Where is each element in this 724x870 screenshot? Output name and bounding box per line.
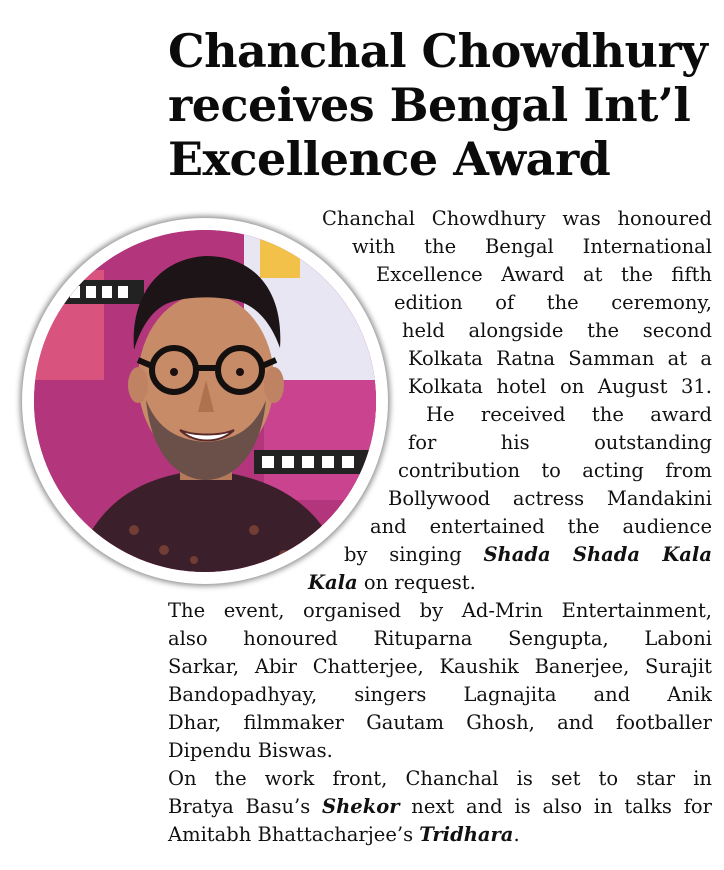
headline-line-1: Chanchal Chowdhury [168, 24, 708, 78]
work-text-1: Bratya Basu’s [168, 795, 323, 818]
article-line: Bollywood actress Mandakini [388, 487, 712, 510]
article-line-song-end [308, 569, 476, 597]
article-line-film-2 [168, 821, 520, 849]
article-line: and entertained the audience [370, 515, 712, 538]
headline-line-2: receives Bengal Int’l [168, 78, 691, 132]
article-line: contribution to acting from [398, 459, 712, 482]
article-line: Dhar, filmmaker Gautam Ghosh, and footballer [168, 711, 712, 734]
article-line: Sarkar, Abir Chatterjee, Kaushik Banerjee, Surajit [168, 655, 712, 678]
article-line: Dipendu Biswas. [168, 739, 333, 762]
headline-line-3: Excellence Award [168, 132, 611, 186]
work-text-2: next and is also in talks for [399, 795, 712, 818]
work-text-3: Amitabh Bhattacharjee’s [168, 823, 420, 846]
song-title-part-1: Shada Shada Kala [483, 543, 712, 566]
article-line-song [344, 541, 712, 569]
work-text-4: . [513, 823, 520, 846]
song-intro-text: by singing [344, 543, 484, 566]
article-line: with the Bengal International [352, 235, 712, 258]
article-line: The event, organised by Ad-Mrin Entertainment, [168, 599, 712, 622]
article-line: Chanchal Chowdhury was honoured [322, 207, 712, 230]
article-line-film-1 [168, 793, 712, 821]
article-line: held alongside the second [402, 319, 712, 342]
article-line: for his outstanding [408, 431, 712, 454]
article-line: also honoured Rituparna Sengupta, Laboni [168, 627, 712, 650]
article-line: edition of the ceremony, [394, 291, 712, 314]
article-line: Bandopadhyay, singers Lagnajita and Anik [168, 683, 712, 706]
article-line: He received the award [426, 403, 712, 426]
film-title-tridhara: Tridhara [419, 823, 514, 846]
song-title-part-2: Kala [308, 571, 358, 594]
article-line: Kolkata hotel on August 31. [408, 375, 712, 398]
song-outro-text: on request. [357, 571, 476, 594]
article-line: On the work front, Chanchal is set to star in [168, 767, 712, 790]
article-line: Kolkata Ratna Samman at a [408, 347, 712, 370]
film-title-shekor: Shekor [322, 795, 400, 818]
article-line: Excellence Award at the fifth [376, 263, 712, 286]
